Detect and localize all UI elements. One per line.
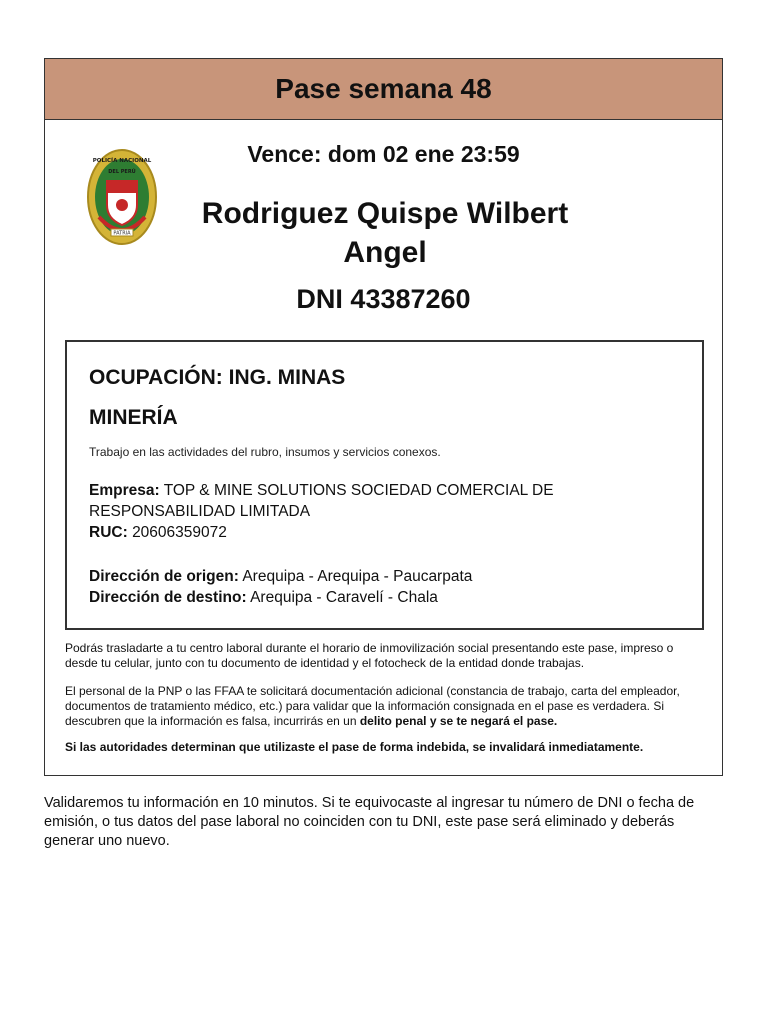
expiry-date: Vence: dom 02 ene 23:59 <box>247 141 520 167</box>
destination-value: Arequipa - Caravelí - Chala <box>250 589 438 606</box>
emblem-patria-text: PATRIA <box>113 230 131 237</box>
origin-label: Dirección de origen: <box>89 568 239 585</box>
sector-description: Trabajo en las actividades del rubro, insumos y servicios conexos. <box>89 445 441 459</box>
holder-name: Rodriguez Quispe Wilbert Angel <box>201 197 569 269</box>
dni-number: DNI 43387260 <box>296 284 471 314</box>
emblem-mid-text: DEL PERÚ <box>108 169 136 175</box>
ruc-line <box>89 522 649 543</box>
company-label: Empresa: <box>89 482 160 499</box>
notice-invalidation: Si las autoridades determinan que utilizaste el pase de forma indebida, se invalidará inmediatamente. <box>65 740 644 754</box>
company-block <box>89 480 649 543</box>
origin-value: Arequipa - Arequipa - Paucarpata <box>242 568 473 585</box>
destination-line <box>89 587 649 608</box>
notice-documentation-text: El personal de la PNP o las FFAA te solicitará documentación adicional (constancia de trabajo, carta del empleador, documentos de tratamiento médico, etc.) para validar que la información consignada en el pase es verdadera. Si descubren que la información es falsa, incurrirás en un <box>65 684 680 728</box>
emblem-top-text: POLICÍA NACIONAL <box>92 158 152 164</box>
sector-title: MINERÍA <box>89 406 178 429</box>
notice-documentation <box>65 684 705 729</box>
pass-card <box>44 58 723 776</box>
address-block <box>89 566 649 608</box>
notice-travel: Podrás trasladarte a tu centro laboral durante el horario de inmovilización social presentando este pase, impreso o desde tu celular, junto con tu documento de identidad y el fotocheck de la entidad donde trabajas. <box>65 641 674 670</box>
origin-line <box>89 566 649 587</box>
ruc-value: 20606359072 <box>132 524 227 541</box>
occupation-title: OCUPACIÓN: ING. MINAS <box>89 366 346 389</box>
notice-documentation-bold: delito penal y se te negará el pase. <box>359 714 558 728</box>
company-value: TOP & MINE SOLUTIONS SOCIEDAD COMERCIAL DE RESPONSABILIDAD LIMITADA <box>89 482 554 520</box>
pass-header <box>45 59 722 120</box>
pass-title: Pase semana 48 <box>275 73 492 104</box>
destination-label: Dirección de destino: <box>89 589 247 606</box>
ruc-label: RUC: <box>89 524 128 541</box>
company-line <box>89 480 649 522</box>
occupation-details-box <box>65 340 704 630</box>
validation-note: Validaremos tu información en 10 minutos. Si te equivocaste al ingresar tu número de DNI o fecha de emisión, o tus datos del pase laboral no coinciden con tu DNI, este pase será eliminado y deberás generar uno nuevo. <box>44 795 695 849</box>
